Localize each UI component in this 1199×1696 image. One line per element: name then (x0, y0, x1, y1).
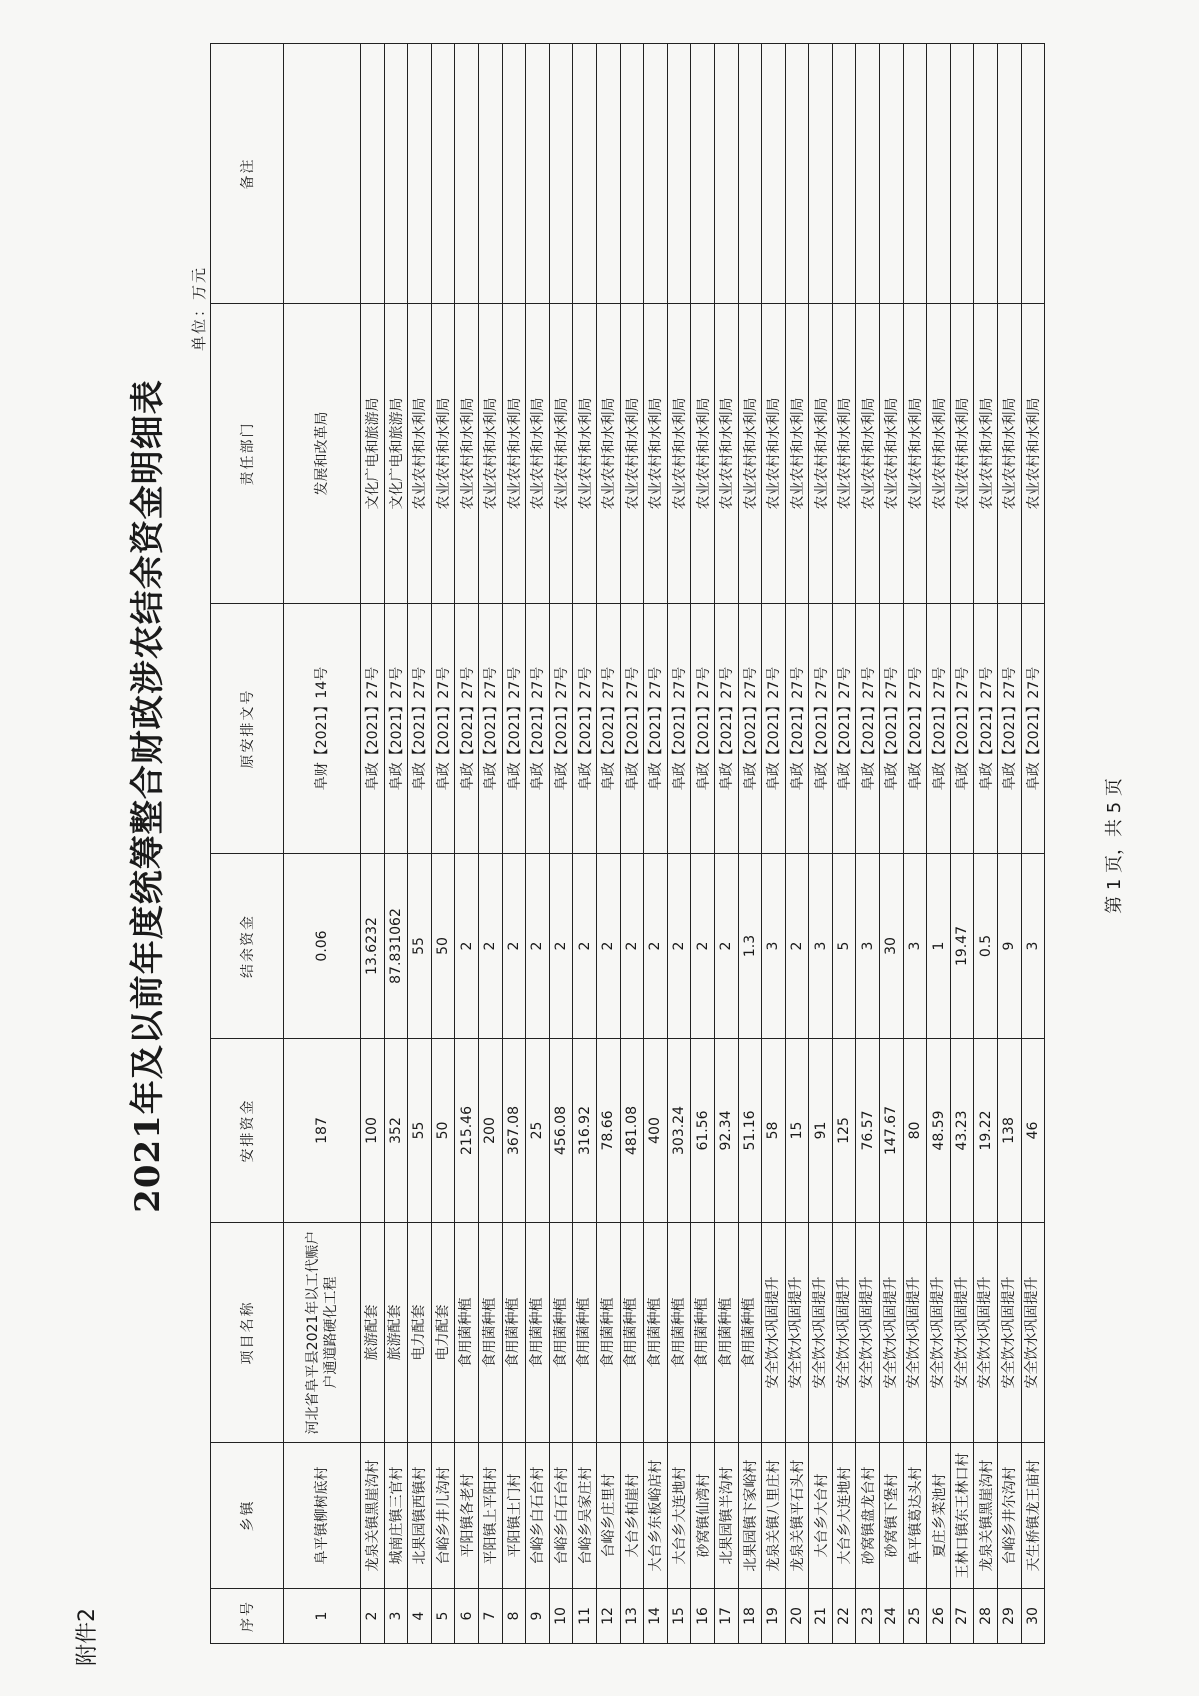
cell-balance-funds: 3 (1021, 854, 1045, 1039)
cell-seq: 16 (691, 1589, 715, 1644)
cell-balance-funds: 3 (903, 854, 927, 1039)
cell-note (998, 44, 1022, 304)
cell-balance-funds: 2 (691, 854, 715, 1039)
cell-town: 龙泉关镇黑崖沟村 (974, 1443, 998, 1589)
cell-project: 安全饮水巩固提升 (998, 1223, 1022, 1443)
cell-seq: 26 (927, 1589, 951, 1644)
cell-town: 夏庄乡菜池村 (927, 1443, 951, 1589)
cell-town: 北果园镇西镇村 (408, 1443, 432, 1589)
cell-arranged-funds: 15 (785, 1039, 809, 1223)
cell-balance-funds: 19.47 (950, 854, 974, 1039)
cell-seq: 30 (1021, 1589, 1045, 1644)
cell-note (502, 44, 526, 304)
cell-document-no: 阜政【2021】27号 (455, 604, 479, 854)
cell-balance-funds: 3 (856, 854, 880, 1039)
cell-town: 平阳镇土门村 (502, 1443, 526, 1589)
cell-arranged-funds: 100 (361, 1039, 385, 1223)
cell-document-no: 阜政【2021】27号 (998, 604, 1022, 854)
cell-town: 大台乡柏崖村 (620, 1443, 644, 1589)
cell-department: 农业农村和水利局 (856, 304, 880, 604)
cell-arranged-funds: 215.46 (455, 1039, 479, 1223)
page-title: 2021年及以前年度统筹整合财政涉农结余资金明细表 (128, 379, 168, 1213)
cell-balance-funds: 2 (714, 854, 738, 1039)
cell-arranged-funds: 55 (408, 1039, 432, 1223)
table-row (1021, 44, 1045, 1644)
cell-town: 北果园镇半沟村 (714, 1443, 738, 1589)
cell-arranged-funds: 51.16 (738, 1039, 762, 1223)
cell-department: 农业农村和水利局 (526, 304, 550, 604)
cell-project: 食用菌种植 (738, 1223, 762, 1443)
table-row (903, 44, 927, 1644)
cell-document-no: 阜政【2021】27号 (361, 604, 385, 854)
cell-seq: 5 (431, 1589, 455, 1644)
cell-seq: 12 (596, 1589, 620, 1644)
cell-town: 北果园镇卞家峪村 (738, 1443, 762, 1589)
cell-balance-funds: 1.3 (738, 854, 762, 1039)
table-row (549, 44, 573, 1644)
cell-document-no: 阜政【2021】27号 (950, 604, 974, 854)
table-row (691, 44, 715, 1644)
table-row (950, 44, 974, 1644)
cell-arranged-funds: 48.59 (927, 1039, 951, 1223)
cell-balance-funds: 9 (998, 854, 1022, 1039)
cell-arranged-funds: 50 (431, 1039, 455, 1223)
cell-town: 王林口镇东王林口村 (950, 1443, 974, 1589)
cell-document-no: 阜政【2021】27号 (832, 604, 856, 854)
cell-document-no: 阜财【2021】14号 (284, 604, 361, 854)
table-row (762, 44, 786, 1644)
header-note: 备注 (211, 44, 284, 304)
cell-document-no: 阜政【2021】27号 (691, 604, 715, 854)
cell-document-no: 阜政【2021】27号 (502, 604, 526, 854)
cell-project: 食用菌种植 (714, 1223, 738, 1443)
cell-note (408, 44, 432, 304)
table-row (974, 44, 998, 1644)
cell-arranged-funds: 367.08 (502, 1039, 526, 1223)
cell-project: 食用菌种植 (691, 1223, 715, 1443)
table-header-row (211, 44, 284, 1644)
cell-note (549, 44, 573, 304)
cell-document-no: 阜政【2021】27号 (809, 604, 833, 854)
table-row (856, 44, 880, 1644)
cell-town: 砂窝镇下堡村 (880, 1443, 904, 1589)
table-row (785, 44, 809, 1644)
cell-project: 安全饮水巩固提升 (1021, 1223, 1045, 1443)
cell-arranged-funds: 78.66 (596, 1039, 620, 1223)
cell-seq: 2 (361, 1589, 385, 1644)
cell-department: 文化广电和旅游局 (361, 304, 385, 604)
funds-table (210, 43, 1045, 1644)
cell-town: 台峪乡井儿沟村 (431, 1443, 455, 1589)
unit-label: 单位：万元 (190, 265, 208, 351)
cell-document-no: 阜政【2021】27号 (478, 604, 502, 854)
cell-balance-funds: 2 (620, 854, 644, 1039)
cell-department: 农业农村和水利局 (998, 304, 1022, 604)
cell-balance-funds: 2 (667, 854, 691, 1039)
table-row (667, 44, 691, 1644)
cell-project: 安全饮水巩固提升 (927, 1223, 951, 1443)
cell-note (880, 44, 904, 304)
cell-department: 农业农村和水利局 (950, 304, 974, 604)
cell-project: 旅游配套 (361, 1223, 385, 1443)
cell-note (950, 44, 974, 304)
cell-balance-funds: 2 (526, 854, 550, 1039)
cell-document-no: 阜政【2021】27号 (714, 604, 738, 854)
cell-seq: 20 (785, 1589, 809, 1644)
cell-balance-funds: 2 (478, 854, 502, 1039)
cell-seq: 13 (620, 1589, 644, 1644)
cell-note (738, 44, 762, 304)
cell-town: 台峪乡井尔沟村 (998, 1443, 1022, 1589)
header-document-no: 原安排文号 (211, 604, 284, 854)
cell-town: 天生桥镇龙王庙村 (1021, 1443, 1045, 1589)
cell-balance-funds: 2 (785, 854, 809, 1039)
cell-department: 农业农村和水利局 (573, 304, 597, 604)
cell-department: 农业农村和水利局 (408, 304, 432, 604)
cell-town: 龙泉关镇八里庄村 (762, 1443, 786, 1589)
cell-seq: 17 (714, 1589, 738, 1644)
cell-note (478, 44, 502, 304)
cell-note (691, 44, 715, 304)
cell-seq: 8 (502, 1589, 526, 1644)
cell-project: 安全饮水巩固提升 (856, 1223, 880, 1443)
cell-arranged-funds: 456.08 (549, 1039, 573, 1223)
cell-department: 农业农村和水利局 (455, 304, 479, 604)
cell-department: 农业农村和水利局 (738, 304, 762, 604)
cell-town: 阜平镇葛达头村 (903, 1443, 927, 1589)
cell-project: 安全饮水巩固提升 (880, 1223, 904, 1443)
cell-project: 安全饮水巩固提升 (974, 1223, 998, 1443)
cell-town: 大台乡大台村 (809, 1443, 833, 1589)
cell-department: 农业农村和水利局 (691, 304, 715, 604)
cell-seq: 22 (832, 1589, 856, 1644)
cell-seq: 19 (762, 1589, 786, 1644)
cell-arranged-funds: 352 (384, 1039, 408, 1223)
table-row (455, 44, 479, 1644)
cell-town: 砂窝镇仙湾村 (691, 1443, 715, 1589)
cell-project: 旅游配套 (384, 1223, 408, 1443)
cell-arranged-funds: 125 (832, 1039, 856, 1223)
cell-department: 农业农村和水利局 (478, 304, 502, 604)
cell-arranged-funds: 19.22 (974, 1039, 998, 1223)
cell-note (667, 44, 691, 304)
cell-document-no: 阜政【2021】27号 (903, 604, 927, 854)
header-project: 项目名称 (211, 1223, 284, 1443)
cell-note (927, 44, 951, 304)
header-department: 责任部门 (211, 304, 284, 604)
cell-document-no: 阜政【2021】27号 (927, 604, 951, 854)
cell-department: 农业农村和水利局 (832, 304, 856, 604)
cell-seq: 29 (998, 1589, 1022, 1644)
table-row (620, 44, 644, 1644)
cell-document-no: 阜政【2021】27号 (620, 604, 644, 854)
cell-arranged-funds: 61.56 (691, 1039, 715, 1223)
cell-department: 农业农村和水利局 (762, 304, 786, 604)
cell-project: 食用菌种植 (526, 1223, 550, 1443)
cell-note (644, 44, 668, 304)
cell-project: 安全饮水巩固提升 (762, 1223, 786, 1443)
cell-department: 农业农村和水利局 (644, 304, 668, 604)
cell-note (903, 44, 927, 304)
cell-department: 农业农村和水利局 (714, 304, 738, 604)
cell-town: 砂窝镇盘龙台村 (856, 1443, 880, 1589)
cell-arranged-funds: 43.23 (950, 1039, 974, 1223)
cell-note (596, 44, 620, 304)
cell-note (620, 44, 644, 304)
table-row (738, 44, 762, 1644)
cell-seq: 18 (738, 1589, 762, 1644)
cell-project: 电力配套 (431, 1223, 455, 1443)
cell-balance-funds: 2 (644, 854, 668, 1039)
cell-balance-funds: 1 (927, 854, 951, 1039)
cell-balance-funds: 3 (762, 854, 786, 1039)
cell-document-no: 阜政【2021】27号 (1021, 604, 1045, 854)
cell-document-no: 阜政【2021】27号 (408, 604, 432, 854)
cell-balance-funds: 3 (809, 854, 833, 1039)
cell-department: 发展和改革局 (284, 304, 361, 604)
cell-arranged-funds: 138 (998, 1039, 1022, 1223)
cell-seq: 4 (408, 1589, 432, 1644)
cell-seq: 28 (974, 1589, 998, 1644)
cell-project: 食用菌种植 (502, 1223, 526, 1443)
cell-project: 食用菌种植 (573, 1223, 597, 1443)
cell-balance-funds: 2 (549, 854, 573, 1039)
cell-note (832, 44, 856, 304)
cell-note (526, 44, 550, 304)
table-row (714, 44, 738, 1644)
cell-arranged-funds: 80 (903, 1039, 927, 1223)
cell-document-no: 阜政【2021】27号 (431, 604, 455, 854)
cell-seq: 3 (384, 1589, 408, 1644)
cell-balance-funds: 13.6232 (361, 854, 385, 1039)
cell-project: 食用菌种植 (478, 1223, 502, 1443)
table-row (384, 44, 408, 1644)
cell-project: 食用菌种植 (667, 1223, 691, 1443)
cell-note (714, 44, 738, 304)
cell-department: 农业农村和水利局 (880, 304, 904, 604)
cell-project: 安全饮水巩固提升 (785, 1223, 809, 1443)
cell-seq: 25 (903, 1589, 927, 1644)
cell-arranged-funds: 200 (478, 1039, 502, 1223)
cell-project: 食用菌种植 (549, 1223, 573, 1443)
cell-arranged-funds: 481.08 (620, 1039, 644, 1223)
cell-town: 大台乡东板峪店村 (644, 1443, 668, 1589)
cell-document-no: 阜政【2021】27号 (738, 604, 762, 854)
cell-document-no: 阜政【2021】27号 (384, 604, 408, 854)
attachment-label: 附件2 (75, 1608, 100, 1666)
cell-department: 农业农村和水利局 (431, 304, 455, 604)
cell-arranged-funds: 400 (644, 1039, 668, 1223)
cell-town: 台峪乡白石台村 (526, 1443, 550, 1589)
cell-arranged-funds: 76.57 (856, 1039, 880, 1223)
cell-town: 平阳镇上平阳村 (478, 1443, 502, 1589)
cell-balance-funds: 5 (832, 854, 856, 1039)
cell-department: 农业农村和水利局 (974, 304, 998, 604)
cell-project: 电力配套 (408, 1223, 432, 1443)
page-footer: 第 1 页，共 5 页 (1104, 778, 1125, 914)
cell-balance-funds: 55 (408, 854, 432, 1039)
cell-department: 农业农村和水利局 (1021, 304, 1045, 604)
cell-town: 台峪乡庄里村 (596, 1443, 620, 1589)
header-town: 乡镇 (211, 1443, 284, 1589)
cell-arranged-funds: 303.24 (667, 1039, 691, 1223)
cell-arranged-funds: 147.67 (880, 1039, 904, 1223)
cell-balance-funds: 0.5 (974, 854, 998, 1039)
cell-project: 食用菌种植 (455, 1223, 479, 1443)
cell-note (1021, 44, 1045, 304)
cell-project: 安全饮水巩固提升 (903, 1223, 927, 1443)
cell-arranged-funds: 187 (284, 1039, 361, 1223)
cell-note (361, 44, 385, 304)
cell-balance-funds: 50 (431, 854, 455, 1039)
cell-department: 农业农村和水利局 (927, 304, 951, 604)
table-row (927, 44, 951, 1644)
table-row (478, 44, 502, 1644)
cell-project: 食用菌种植 (596, 1223, 620, 1443)
header-balance-funds: 结余资金 (211, 854, 284, 1039)
cell-town: 龙泉关镇黑崖沟村 (361, 1443, 385, 1589)
cell-note (809, 44, 833, 304)
cell-note (384, 44, 408, 304)
cell-balance-funds: 30 (880, 854, 904, 1039)
cell-arranged-funds: 58 (762, 1039, 786, 1223)
cell-town: 大台乡大连地村 (832, 1443, 856, 1589)
cell-document-no: 阜政【2021】27号 (644, 604, 668, 854)
table-row (431, 44, 455, 1644)
cell-balance-funds: 87.831062 (384, 854, 408, 1039)
cell-seq: 11 (573, 1589, 597, 1644)
cell-document-no: 阜政【2021】27号 (856, 604, 880, 854)
cell-department: 农业农村和水利局 (667, 304, 691, 604)
cell-note (785, 44, 809, 304)
cell-balance-funds: 2 (573, 854, 597, 1039)
cell-document-no: 阜政【2021】27号 (974, 604, 998, 854)
cell-project: 安全饮水巩固提升 (832, 1223, 856, 1443)
cell-seq: 14 (644, 1589, 668, 1644)
cell-project: 河北省阜平县2021年以工代赈户户通道路硬化工程 (284, 1223, 361, 1443)
table-row (998, 44, 1022, 1644)
cell-balance-funds: 0.06 (284, 854, 361, 1039)
cell-arranged-funds: 316.92 (573, 1039, 597, 1223)
cell-seq: 24 (880, 1589, 904, 1644)
cell-document-no: 阜政【2021】27号 (667, 604, 691, 854)
cell-department: 农业农村和水利局 (549, 304, 573, 604)
cell-department: 文化广电和旅游局 (384, 304, 408, 604)
table-row (526, 44, 550, 1644)
table-row (832, 44, 856, 1644)
cell-note (974, 44, 998, 304)
cell-town: 阜平镇柳树底村 (284, 1443, 361, 1589)
cell-project: 食用菌种植 (620, 1223, 644, 1443)
cell-arranged-funds: 46 (1021, 1039, 1045, 1223)
cell-town: 平阳镇各老村 (455, 1443, 479, 1589)
cell-town: 台峪乡吴家庄村 (573, 1443, 597, 1589)
table-row (573, 44, 597, 1644)
cell-department: 农业农村和水利局 (502, 304, 526, 604)
cell-seq: 10 (549, 1589, 573, 1644)
table-row (644, 44, 668, 1644)
cell-town: 城南庄镇三官村 (384, 1443, 408, 1589)
cell-town: 台峪乡白石台村 (549, 1443, 573, 1589)
cell-department: 农业农村和水利局 (903, 304, 927, 604)
cell-seq: 15 (667, 1589, 691, 1644)
cell-document-no: 阜政【2021】27号 (573, 604, 597, 854)
table-row (809, 44, 833, 1644)
cell-document-no: 阜政【2021】27号 (596, 604, 620, 854)
cell-department: 农业农村和水利局 (785, 304, 809, 604)
cell-note (573, 44, 597, 304)
cell-town: 龙泉关镇平石头村 (785, 1443, 809, 1589)
cell-seq: 6 (455, 1589, 479, 1644)
cell-seq: 9 (526, 1589, 550, 1644)
cell-note (284, 44, 361, 304)
table-row (596, 44, 620, 1644)
cell-seq: 7 (478, 1589, 502, 1644)
cell-department: 农业农村和水利局 (620, 304, 644, 604)
cell-document-no: 阜政【2021】27号 (526, 604, 550, 854)
cell-balance-funds: 2 (455, 854, 479, 1039)
header-arranged-funds: 安排资金 (211, 1039, 284, 1223)
cell-arranged-funds: 92.34 (714, 1039, 738, 1223)
cell-document-no: 阜政【2021】27号 (880, 604, 904, 854)
cell-project: 食用菌种植 (644, 1223, 668, 1443)
cell-seq: 27 (950, 1589, 974, 1644)
cell-document-no: 阜政【2021】27号 (762, 604, 786, 854)
cell-department: 农业农村和水利局 (596, 304, 620, 604)
cell-arranged-funds: 91 (809, 1039, 833, 1223)
cell-town: 大台乡大连地村 (667, 1443, 691, 1589)
cell-note (762, 44, 786, 304)
table-row (880, 44, 904, 1644)
cell-project: 安全饮水巩固提升 (809, 1223, 833, 1443)
cell-department: 农业农村和水利局 (809, 304, 833, 604)
table-row (361, 44, 385, 1644)
cell-seq: 23 (856, 1589, 880, 1644)
cell-document-no: 阜政【2021】27号 (549, 604, 573, 854)
cell-document-no: 阜政【2021】27号 (785, 604, 809, 854)
cell-note (455, 44, 479, 304)
header-seq: 序号 (211, 1589, 284, 1644)
cell-balance-funds: 2 (502, 854, 526, 1039)
cell-note (431, 44, 455, 304)
cell-seq: 1 (284, 1589, 361, 1644)
cell-note (856, 44, 880, 304)
cell-arranged-funds: 25 (526, 1039, 550, 1223)
table-row (502, 44, 526, 1644)
table-row (408, 44, 432, 1644)
cell-project: 安全饮水巩固提升 (950, 1223, 974, 1443)
table-row (284, 44, 361, 1644)
cell-balance-funds: 2 (596, 854, 620, 1039)
cell-seq: 21 (809, 1589, 833, 1644)
